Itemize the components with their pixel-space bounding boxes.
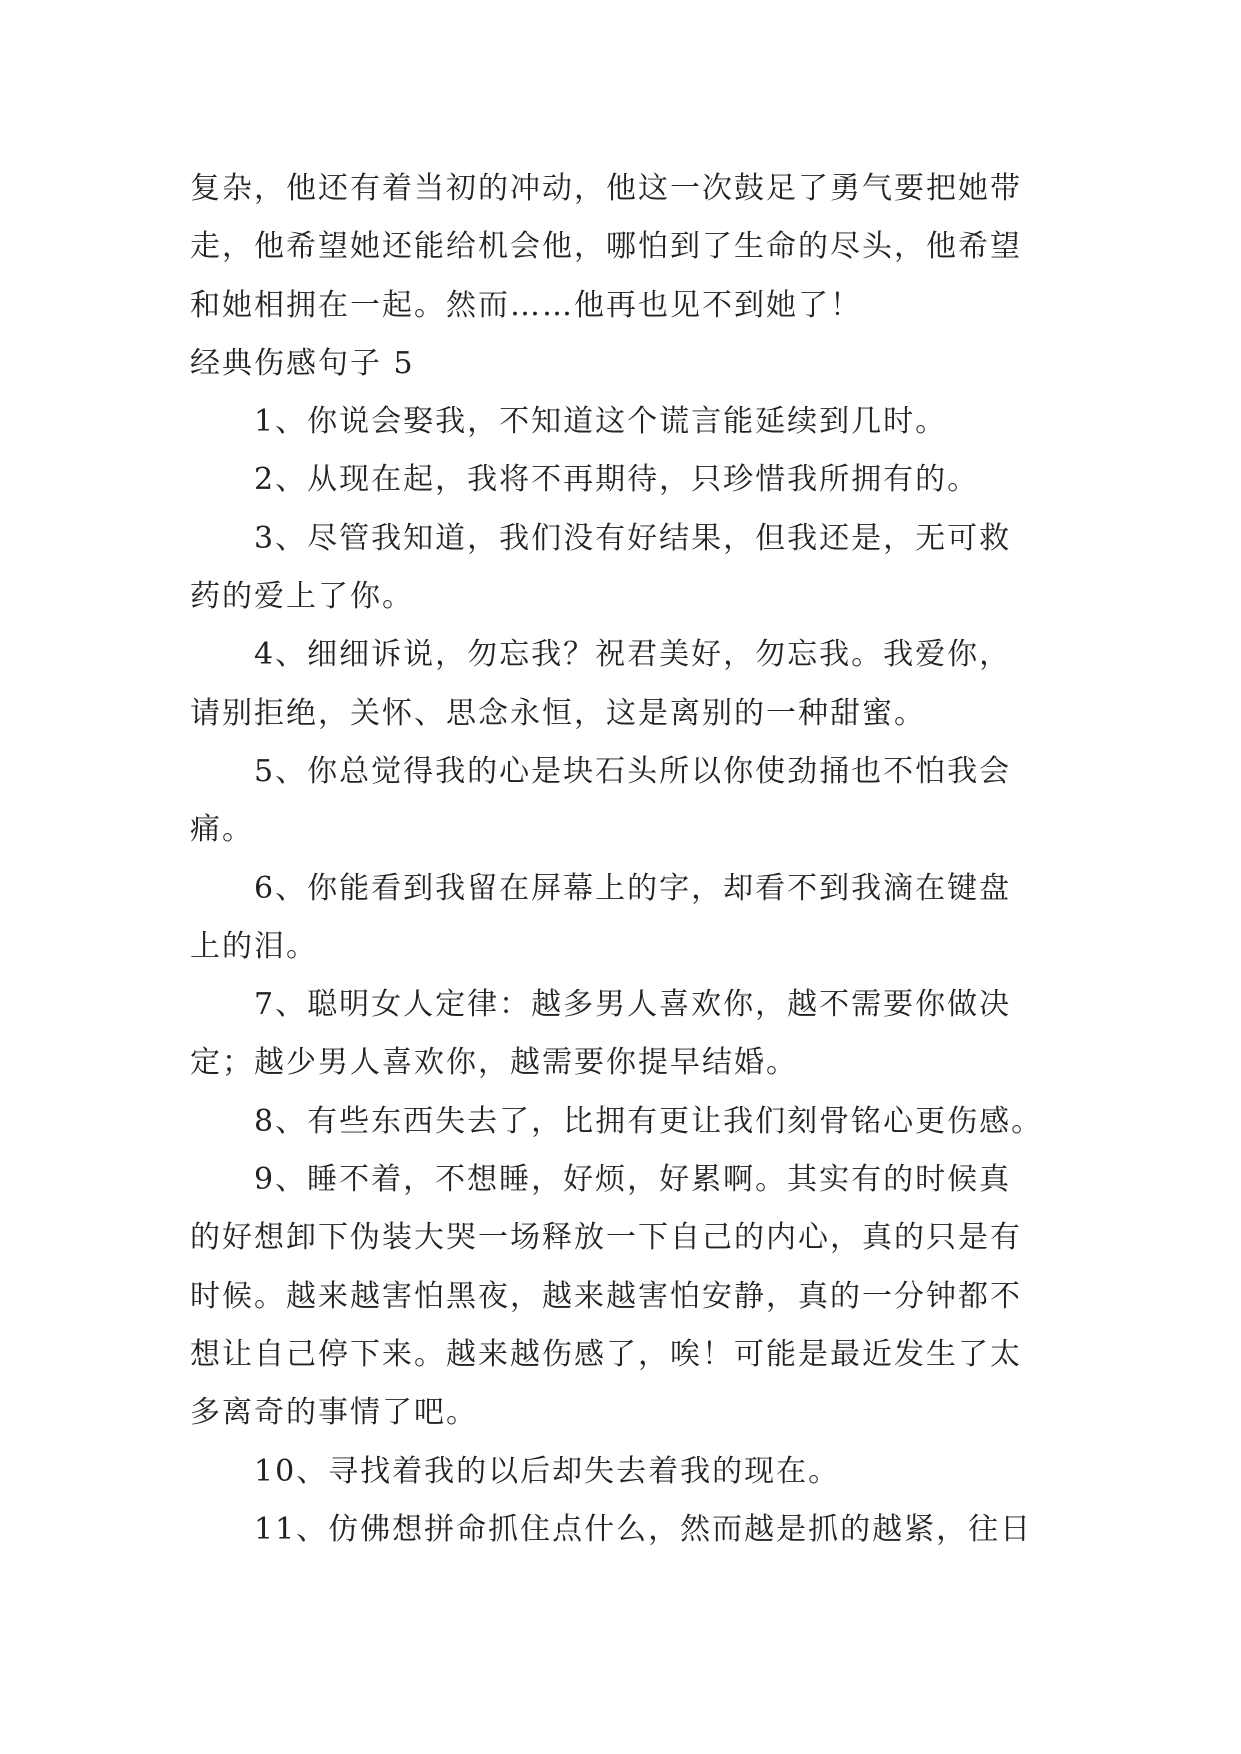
list-item-line: 10、寻找着我的以后却失去着我的现在。 bbox=[254, 1453, 841, 1489]
paragraph-line: 走，他希望她还能给机会他，哪怕到了生命的尽头，他希望 bbox=[190, 229, 1022, 265]
list-item-line: 8、有些东西失去了，比拥有更让我们刻骨铭心更伤感。 bbox=[254, 1103, 1044, 1139]
list-item-line: 5、你总觉得我的心是块石头所以你使劲捅也不怕我会 bbox=[254, 753, 1012, 789]
list-item-line: 4、细细诉说，勿忘我？祝君美好，勿忘我。我爱你， bbox=[254, 637, 1012, 673]
paragraph-line: 和她相拥在一起。然而……他再也见不到她了！ bbox=[190, 287, 862, 323]
list-item-continuation: 的好想卸下伪装大哭一场释放一下自己的内心，真的只是有 bbox=[190, 1220, 1022, 1256]
list-item-continuation: 定；越少男人喜欢你，越需要你提早结婚。 bbox=[190, 1045, 798, 1081]
list-item-line: 1、你说会娶我，不知道这个谎言能延续到几时。 bbox=[254, 404, 948, 440]
list-item-line: 6、你能看到我留在屏幕上的字，却看不到我滴在键盘 bbox=[254, 870, 1012, 906]
list-item-line: 11、仿佛想拼命抓住点什么，然而越是抓的越紧，往日 bbox=[254, 1511, 1033, 1547]
list-item-line: 9、睡不着，不想睡，好烦，好累啊。其实有的时候真 bbox=[254, 1162, 1012, 1198]
section-heading: 经典伤感句子 5 bbox=[190, 345, 415, 381]
list-item-continuation: 痛。 bbox=[190, 812, 254, 848]
list-item-line: 2、从现在起，我将不再期待，只珍惜我所拥有的。 bbox=[254, 462, 980, 498]
paragraph-line: 复杂，他还有着当初的冲动，他这一次鼓足了勇气要把她带 bbox=[190, 171, 1022, 206]
list-item-continuation: 请别拒绝，关怀、思念永恒，这是离别的一种甜蜜。 bbox=[190, 695, 926, 731]
document-body bbox=[190, 160, 1050, 1559]
list-item-continuation: 时候。越来越害怕黑夜，越来越害怕安静，真的一分钟都不 bbox=[190, 1278, 1022, 1314]
list-item-line: 7、聪明女人定律：越多男人喜欢你，越不需要你做决 bbox=[254, 987, 1012, 1023]
list-item-continuation: 多离奇的事情了吧。 bbox=[190, 1395, 478, 1431]
list-item-line: 3、尽管我知道，我们没有好结果，但我还是，无可救 bbox=[254, 520, 1012, 556]
list-item-continuation: 上的泪。 bbox=[190, 928, 318, 964]
list-item-continuation: 想让自己停下来。越来越伤感了，唉！可能是最近发生了太 bbox=[190, 1336, 1022, 1372]
list-item-continuation: 药的爱上了你。 bbox=[190, 579, 414, 615]
